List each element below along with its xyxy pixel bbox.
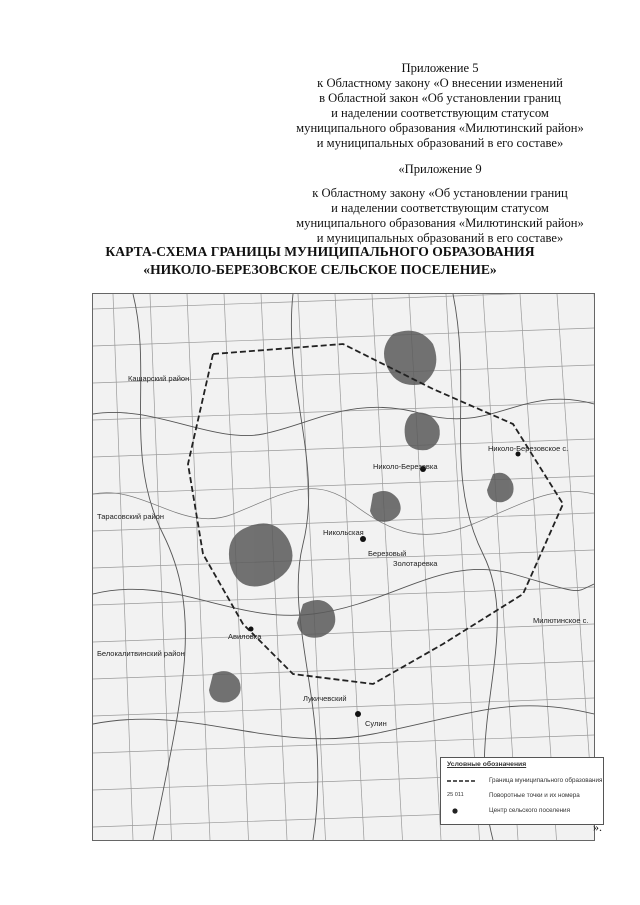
legend-label: Поворотные точки и их номера <box>489 792 580 799</box>
map-label-avilovka: Авиловка <box>228 632 262 641</box>
grid-line <box>187 294 210 840</box>
grid-line <box>93 476 594 494</box>
grid-line <box>93 624 594 642</box>
legend-item-points <box>445 791 601 801</box>
appendix-5-line: к Областному закону «О внесении изменений <box>317 76 563 90</box>
center-dot-icon <box>447 806 477 816</box>
appendix-5-line: в Областной закон «Об установлении границ <box>319 91 561 105</box>
appendix-5-line: и муниципальных образований в его составе» <box>316 136 564 150</box>
forest-patch <box>384 331 436 385</box>
legend-item-boundary <box>445 776 601 786</box>
map-label-nikolo-berezovka: Николо-Березовка <box>373 462 438 471</box>
road <box>93 706 594 739</box>
appendix-9-line: муниципального образования «Милютинский район» <box>296 216 584 230</box>
road <box>291 294 317 840</box>
appendix-9-line: к Областному закону «Об установлении границ <box>312 186 568 200</box>
map-label-kasharsky: Кашарский район <box>128 374 190 383</box>
closing-quote: ». <box>593 820 602 834</box>
map-label-lukichevsky: Лукичевский <box>303 694 347 703</box>
appendix-9-block <box>270 162 610 246</box>
appendix-5-line: муниципального образования «Милютинский район» <box>296 121 584 135</box>
map-label-berezovsky: Березовый <box>368 549 407 558</box>
map-label-tarasovsky: Тарасовский район <box>97 512 165 521</box>
map-label-zolotarevka: Золотаревка <box>393 559 438 568</box>
road <box>93 569 594 615</box>
appendix-9-line: и муниципальных образований в его составе» <box>316 231 564 245</box>
legend-title: Условные обозначения <box>447 761 527 768</box>
page-title <box>60 243 580 279</box>
forest-patch <box>229 523 293 586</box>
map-label-nikolskaya: Никольская <box>323 528 364 537</box>
appendix-5-block <box>270 61 610 151</box>
title-line-1: КАРТА-СХЕМА ГРАНИЦЫ МУНИЦИПАЛЬНОГО ОБРАЗОВАНИЯ <box>105 244 535 259</box>
legend-item-center <box>445 806 601 816</box>
legend-label: Центр сельского поселения <box>489 807 570 814</box>
appendix-5-line: Приложение 5 <box>401 61 479 75</box>
forest-patch <box>297 600 335 638</box>
dashed-line-icon <box>447 776 477 786</box>
grid-line <box>298 294 326 840</box>
map-label-milyutinskoe: Милютинское с. <box>533 616 589 625</box>
forest-patch <box>209 671 241 702</box>
grid-line <box>335 294 364 840</box>
grid-line <box>93 661 594 679</box>
forest-patch <box>370 491 401 522</box>
legend-label: Граница муниципального образования <box>489 777 603 784</box>
grid-line <box>93 294 594 309</box>
forest-patch <box>487 473 514 503</box>
grid-line <box>93 550 594 568</box>
map-label-sulin: Сулин <box>365 719 387 728</box>
point-number-sample: 25 011 <box>447 792 464 798</box>
forest-patch <box>405 413 440 451</box>
appendix-9-line: «Приложение 9 <box>398 162 482 176</box>
map-label-nikolo-berezovsk-s: Николо-Березовское с. <box>488 444 569 453</box>
map-legend <box>440 757 604 825</box>
settlement-dot <box>355 711 361 717</box>
title-line-2: «НИКОЛО-БЕРЕЗОВСКОЕ СЕЛЬСКОЕ ПОСЕЛЕНИЕ» <box>143 262 497 277</box>
appendix-5-line: и наделении соответствующим статусом <box>331 106 549 120</box>
map-label-belokalitvinsky: Белокалитвинский район <box>97 649 185 658</box>
appendix-9-line: и наделении соответствующим статусом <box>331 201 549 215</box>
settlement-dot <box>249 627 254 632</box>
